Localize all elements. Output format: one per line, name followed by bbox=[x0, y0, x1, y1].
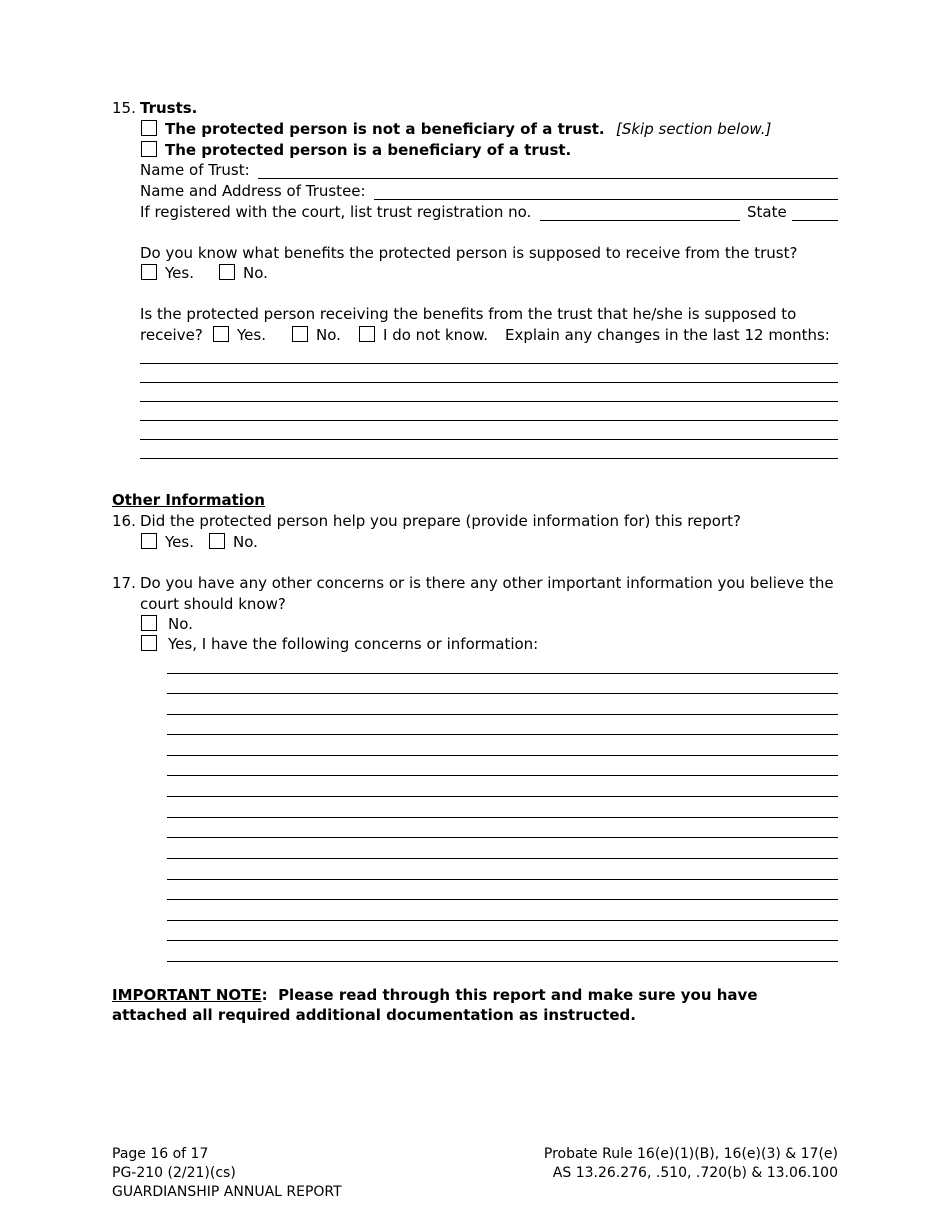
q16-yes-label: Yes. bbox=[165, 533, 194, 551]
important-note-text-line2: attached all required additional documentation as instructed. bbox=[112, 1006, 636, 1024]
not-beneficiary-label: The protected person is not a beneficiary of a trust. bbox=[165, 120, 605, 138]
not-beneficiary-checkbox[interactable] bbox=[141, 120, 157, 136]
writing-line[interactable] bbox=[167, 817, 838, 818]
footer-statute: AS 13.26.276, .510, .720(b) & 13.06.100 bbox=[552, 1165, 838, 1181]
writing-line[interactable] bbox=[167, 775, 838, 776]
section-number-15: 15. bbox=[112, 99, 136, 117]
benefits-question: Do you know what benefits the protected person is supposed to receive from the trust? bbox=[140, 244, 798, 262]
registration-number-field[interactable] bbox=[540, 220, 740, 221]
question-16-text: Did the protected person help you prepare (provide information for) this report? bbox=[140, 512, 741, 530]
q17-yes-label: Yes, I have the following concerns or information: bbox=[168, 635, 539, 653]
receiving-yes-label: Yes. bbox=[237, 326, 266, 344]
footer-probate-rule: Probate Rule 16(e)(1)(B), 16(e)(3) & 17(e) bbox=[543, 1146, 838, 1162]
writing-line[interactable] bbox=[167, 693, 838, 694]
footer-form-id: PG-210 (2/21)(cs) bbox=[112, 1165, 236, 1181]
writing-line[interactable] bbox=[167, 734, 838, 735]
writing-line[interactable] bbox=[167, 837, 838, 838]
receiving-yes-checkbox[interactable] bbox=[213, 326, 229, 342]
receiving-question-line1: Is the protected person receiving the benefits from the trust that he/she is supposed to bbox=[140, 305, 797, 323]
explain-changes-label: Explain any changes in the last 12 months: bbox=[505, 326, 830, 344]
receiving-no-checkbox[interactable] bbox=[292, 326, 308, 342]
benefits-yes-label: Yes. bbox=[165, 264, 194, 282]
writing-line[interactable] bbox=[167, 714, 838, 715]
skip-section-note: [Skip section below.] bbox=[616, 120, 772, 138]
writing-line[interactable] bbox=[140, 401, 838, 402]
q17-no-checkbox[interactable] bbox=[141, 615, 157, 631]
receiving-question-prefix: receive? bbox=[140, 326, 203, 344]
writing-line[interactable] bbox=[167, 755, 838, 756]
footer-page-number: Page 16 of 17 bbox=[112, 1146, 209, 1162]
important-note-colon: : bbox=[261, 986, 268, 1004]
question-number-16: 16. bbox=[112, 512, 136, 530]
receiving-no-label: No. bbox=[316, 326, 341, 344]
writing-line[interactable] bbox=[167, 920, 838, 921]
trustee-label: Name and Address of Trustee: bbox=[140, 182, 366, 200]
writing-line[interactable] bbox=[167, 796, 838, 797]
state-field[interactable] bbox=[792, 220, 838, 221]
q16-yes-checkbox[interactable] bbox=[141, 533, 157, 549]
section-title-trusts: Trusts. bbox=[140, 99, 198, 117]
receiving-unknown-label: I do not know. bbox=[383, 326, 489, 344]
state-label: State bbox=[747, 203, 787, 221]
name-of-trust-field[interactable] bbox=[258, 178, 838, 179]
trustee-field[interactable] bbox=[374, 199, 838, 200]
writing-line[interactable] bbox=[140, 382, 838, 383]
q17-yes-checkbox[interactable] bbox=[141, 635, 157, 651]
other-information-heading: Other Information bbox=[112, 491, 265, 509]
receiving-unknown-checkbox[interactable] bbox=[359, 326, 375, 342]
is-beneficiary-label: The protected person is a beneficiary of a trust. bbox=[165, 141, 572, 159]
writing-line[interactable] bbox=[140, 420, 838, 421]
footer-form-title: GUARDIANSHIP ANNUAL REPORT bbox=[112, 1184, 342, 1200]
important-note bbox=[112, 985, 758, 1005]
writing-line[interactable] bbox=[167, 879, 838, 880]
writing-line[interactable] bbox=[167, 940, 838, 941]
writing-line[interactable] bbox=[140, 458, 838, 459]
name-of-trust-label: Name of Trust: bbox=[140, 161, 250, 179]
is-beneficiary-checkbox[interactable] bbox=[141, 141, 157, 157]
writing-line[interactable] bbox=[167, 899, 838, 900]
writing-line[interactable] bbox=[167, 858, 838, 859]
writing-line[interactable] bbox=[140, 363, 838, 364]
question-17-line2: court should know? bbox=[140, 595, 286, 613]
question-number-17: 17. bbox=[112, 574, 136, 592]
writing-line[interactable] bbox=[167, 961, 838, 962]
registration-label: If registered with the court, list trust registration no. bbox=[140, 203, 532, 221]
writing-line[interactable] bbox=[140, 439, 838, 440]
q17-no-label: No. bbox=[168, 615, 193, 633]
benefits-no-label: No. bbox=[243, 264, 268, 282]
benefits-no-checkbox[interactable] bbox=[219, 264, 235, 280]
important-note-label: IMPORTANT NOTE bbox=[112, 986, 262, 1004]
important-note-text-line1: Please read through this report and make sure you have bbox=[278, 986, 758, 1004]
q16-no-checkbox[interactable] bbox=[209, 533, 225, 549]
q16-no-label: No. bbox=[233, 533, 258, 551]
writing-line[interactable] bbox=[167, 673, 838, 674]
benefits-yes-checkbox[interactable] bbox=[141, 264, 157, 280]
question-17-line1: Do you have any other concerns or is there any other important information you believe the bbox=[140, 574, 834, 592]
